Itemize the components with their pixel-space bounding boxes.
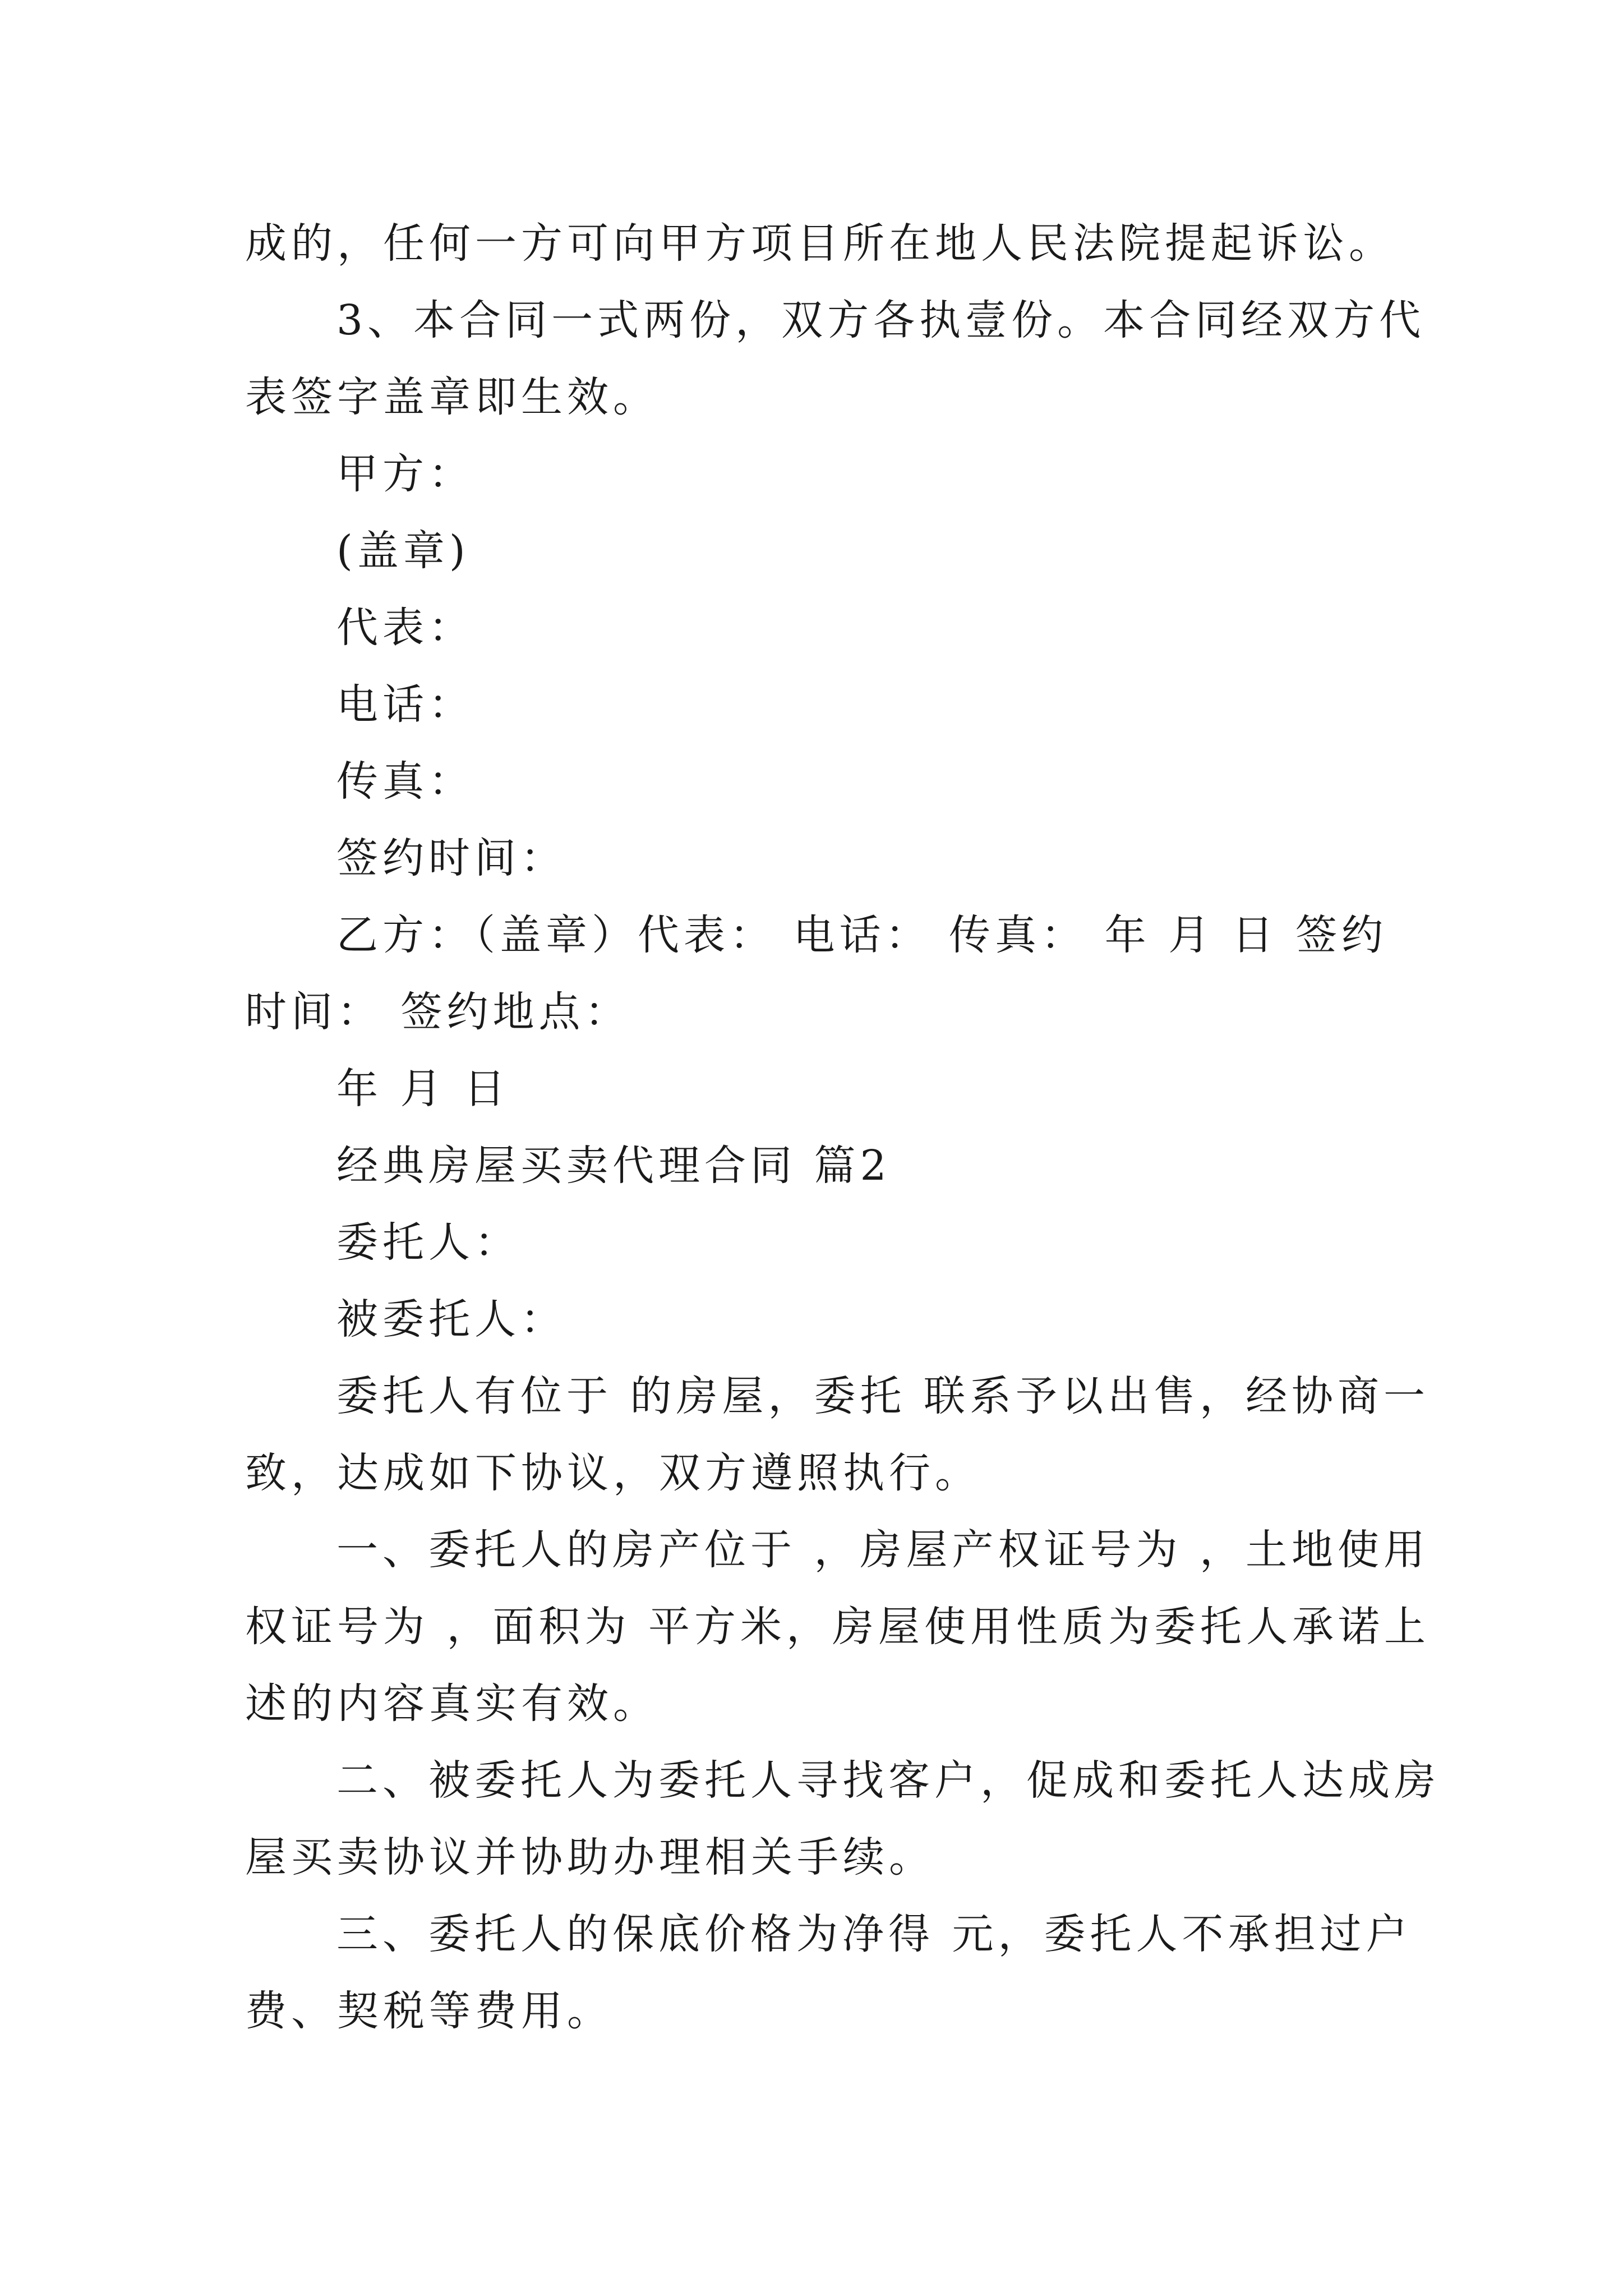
body-line: 权证号为 ，面积为 平方米，房屋使用性质为委托人承诺上 <box>245 1603 1431 1651</box>
signature-label: 签约时间： <box>336 834 566 882</box>
body-line: 一、委托人的房产位于 ，房屋产权证号为 ，土地使用 <box>336 1526 1430 1574</box>
signature-label: (盖章) <box>336 527 470 575</box>
signature-label: 甲方： <box>336 450 474 498</box>
signature-label: 电话： <box>336 680 474 729</box>
body-line: 述的内容真实有效。 <box>245 1680 659 1728</box>
party-label: 被委托人： <box>336 1295 566 1343</box>
body-line: 时间： 签约地点： <box>245 988 631 1036</box>
body-line: 费、契税等费用。 <box>245 1987 613 2035</box>
body-line: 三、委托人的保底价格为净得 元，委托人不承担过户 <box>336 1910 1412 1958</box>
date-line: 年 月 日 <box>336 1065 510 1113</box>
body-line: 致，达成如下协议，双方遵照执行。 <box>245 1449 981 1497</box>
section-heading: 经典房屋买卖代理合同 篇2 <box>336 1142 891 1190</box>
body-line: 屋买卖协议并协助办理相关手续。 <box>245 1833 935 1881</box>
body-line: 乙方：（盖章）代表： 电话： 传真： 年 月 日 签约 <box>336 911 1388 959</box>
body-line: 委托人有位于 的房屋，委托 联系予以出售，经协商一 <box>336 1372 1430 1420</box>
body-line: 表签字盖章即生效。 <box>245 373 659 421</box>
body-line: 3、本合同一式两份，双方各执壹份。本合同经双方代 <box>336 296 1426 344</box>
signature-label: 代表： <box>336 604 474 652</box>
party-label: 委托人： <box>336 1218 520 1267</box>
body-line: 二、被委托人为委托人寻找客户，促成和委托人达成房 <box>336 1756 1440 1805</box>
body-line: 成的，任何一方可向甲方项目所在地人民法院提起诉讼。 <box>245 219 1395 268</box>
signature-label: 传真： <box>336 757 474 806</box>
